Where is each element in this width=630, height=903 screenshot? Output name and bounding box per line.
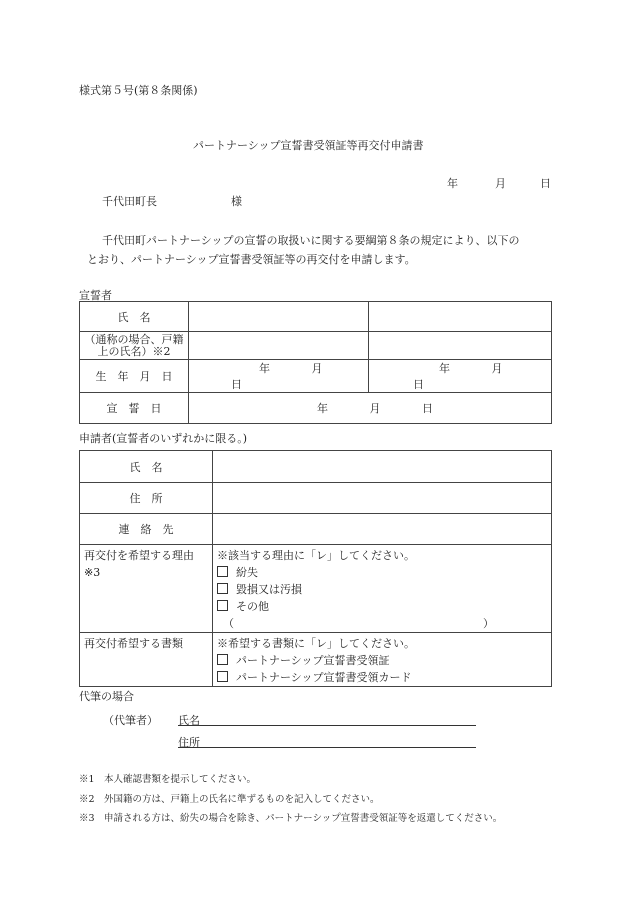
oath-month-unit: 月 xyxy=(369,402,381,415)
oath-alias-2-field[interactable] xyxy=(369,332,552,360)
oath-alias-1-field[interactable] xyxy=(189,332,369,360)
note-2: ※2 外国籍の方は、戸籍上の氏名に準ずるものを記入してください。 xyxy=(79,794,380,805)
birth-1-month-unit: 月 xyxy=(311,362,323,375)
applicant-name-field[interactable] xyxy=(213,451,552,483)
reason-option-lost[interactable] xyxy=(217,564,547,581)
proxy-name-field[interactable] xyxy=(178,712,476,726)
oath-name-2-field[interactable] xyxy=(369,302,552,332)
checkbox-icon[interactable] xyxy=(217,600,228,611)
oath-year-unit: 年 xyxy=(317,402,328,415)
birth-1-day-unit: 日 xyxy=(231,378,242,391)
note-3: ※3 申請される方は、紛失の場合を除き、パートナーシップ宣誓書受領証等を返還してください。 xyxy=(79,813,503,824)
oath-name-1-field[interactable] xyxy=(189,302,369,332)
birth-2-day-unit: 日 xyxy=(413,378,424,391)
oath-section-heading: 宣誓者 xyxy=(79,289,112,302)
reason-label-cell xyxy=(80,545,213,633)
reason-option-label: 毀損又は汚損 xyxy=(236,583,302,596)
birth-date-1-field[interactable] xyxy=(189,360,369,393)
oath-day-unit: 日 xyxy=(422,402,433,415)
docs-option-label: パートナーシップ宣誓書受領証 xyxy=(236,654,390,667)
reason-option-label: その他 xyxy=(236,600,269,613)
oath-table xyxy=(79,301,552,424)
birth-1-year-unit: 年 xyxy=(259,362,270,375)
checkbox-icon[interactable] xyxy=(217,583,228,594)
applicant-address-label: 住 所 xyxy=(80,483,213,514)
date-month-label: 月 xyxy=(495,177,506,190)
date-year-label: 年 xyxy=(447,177,458,190)
reason-option-label: 紛失 xyxy=(236,566,258,579)
applicant-contact-field[interactable] xyxy=(213,514,552,545)
docs-label: 再交付希望する書類 xyxy=(84,637,183,650)
intro-line-2: とおり、パートナーシップ宣誓書受領証等の再交付を申請します。 xyxy=(87,253,416,266)
reason-option-damaged[interactable] xyxy=(217,581,547,598)
proxy-heading: 代筆の場合 xyxy=(79,690,134,703)
addressee-name: 千代田町長 xyxy=(102,195,157,208)
oath-date-field[interactable] xyxy=(189,393,552,424)
birth-2-month-unit: 月 xyxy=(491,362,503,375)
form-number: 様式第５号(第８条関係) xyxy=(79,84,198,97)
reason-instruction: ※該当する理由に「レ」してください。 xyxy=(217,549,415,562)
docs-label-cell xyxy=(80,633,213,687)
proxy-name-label: 氏名 xyxy=(178,714,200,727)
reason-label: 再交付を希望する理由 xyxy=(84,549,194,562)
applicant-section-heading: 申請者(宣誓者のいずれかに限る。) xyxy=(79,432,248,445)
docs-options-cell xyxy=(213,633,552,687)
reason-option-other[interactable] xyxy=(217,598,547,615)
other-open-paren: （ xyxy=(223,617,234,630)
note-1: ※1 本人確認書類を提示してください。 xyxy=(79,774,257,785)
applicant-contact-label: 連 絡 先 xyxy=(80,514,213,545)
applicant-table xyxy=(79,450,552,687)
checkbox-icon[interactable] xyxy=(217,566,228,577)
oath-alias-label: （通称の場合、戸籍上の氏名）※2 xyxy=(80,332,189,360)
proxy-address-field[interactable] xyxy=(178,734,476,748)
oath-name-label: 氏 名 xyxy=(80,302,189,332)
birth-date-label: 生 年 月 日 xyxy=(80,360,189,393)
docs-option-card[interactable] xyxy=(217,669,547,686)
reason-note: ※3 xyxy=(84,566,101,579)
birth-2-year-unit: 年 xyxy=(439,362,450,375)
docs-option-certificate[interactable] xyxy=(217,652,547,669)
form-title: パートナーシップ宣誓書受領証等再交付申請書 xyxy=(193,139,424,152)
oath-date-label: 宣 誓 日 xyxy=(80,393,189,424)
addressee-honorific: 様 xyxy=(231,195,242,208)
checkbox-icon[interactable] xyxy=(217,671,228,682)
applicant-address-field[interactable] xyxy=(213,483,552,514)
docs-instruction: ※希望する書類に「レ」してください。 xyxy=(217,637,415,650)
applicant-name-label: 氏 名 xyxy=(80,451,213,483)
birth-date-2-field[interactable] xyxy=(369,360,552,393)
proxy-address-label: 住所 xyxy=(178,736,200,749)
intro-line-1: 千代田町パートナーシップの宣誓の取扱いに関する要綱第８条の規定により、以下の xyxy=(102,234,520,247)
proxy-label: （代筆者） xyxy=(103,714,158,727)
other-close-paren: ） xyxy=(483,617,494,630)
checkbox-icon[interactable] xyxy=(217,654,228,665)
reason-other-detail[interactable] xyxy=(217,615,547,632)
docs-option-label: パートナーシップ宣誓書受領カード xyxy=(236,671,412,684)
reason-options-cell xyxy=(213,545,552,633)
date-day-label: 日 xyxy=(540,177,551,190)
